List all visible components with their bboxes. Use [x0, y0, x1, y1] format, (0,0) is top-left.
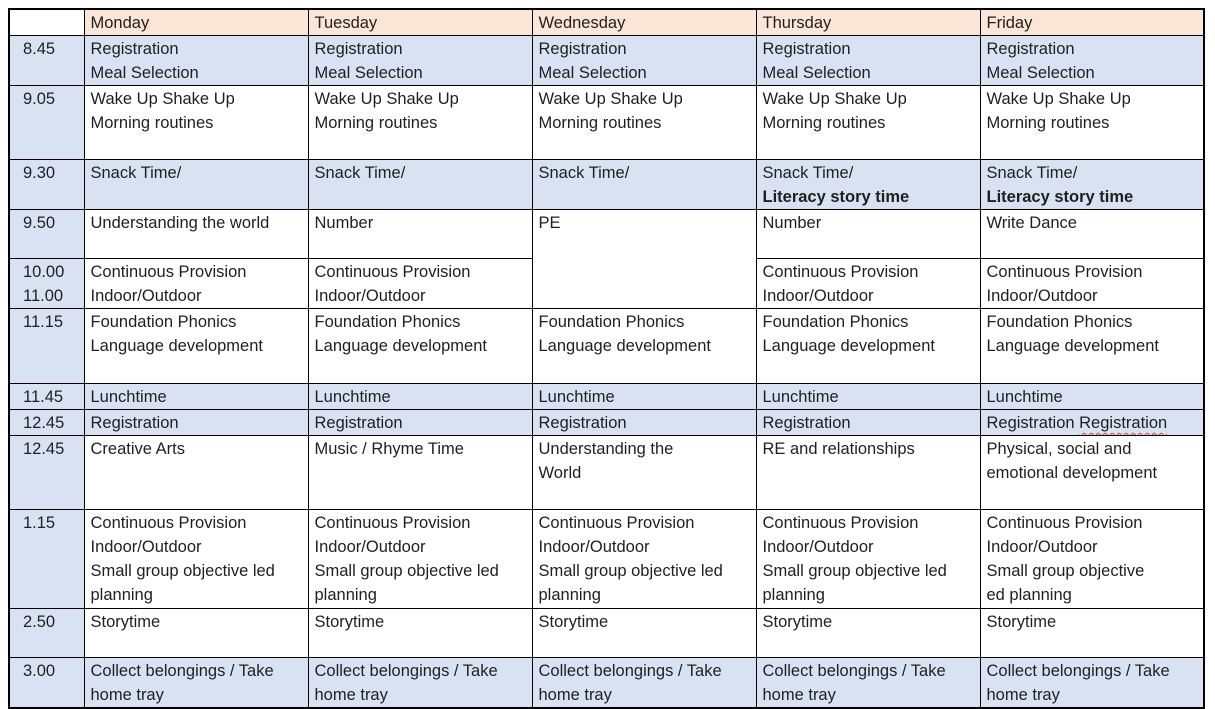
day-header-thursday[interactable]: Thursday	[756, 9, 980, 36]
cell-text-line: Creative Arts	[90, 440, 185, 458]
cell-text-line: Meal Selection	[314, 64, 423, 82]
cell-text-line: Write Dance	[986, 214, 1077, 232]
cell-text-line: Language development	[762, 337, 935, 355]
time-cell[interactable]	[9, 436, 84, 510]
timetable-cell[interactable]	[980, 36, 1204, 86]
cell-text-line: Collect belongings / Take	[538, 662, 722, 680]
cell-text-line: Storytime	[986, 613, 1057, 631]
cell-text-line: Registration	[314, 414, 403, 432]
cell-text-line: 12.45	[23, 440, 65, 458]
timetable-cell[interactable]	[308, 160, 532, 210]
cell-text-line: PE	[538, 214, 561, 232]
cell-text-line: Indoor/Outdoor	[762, 538, 874, 556]
timetable-cell[interactable]	[756, 36, 980, 86]
cell-text-line: Meal Selection	[90, 64, 199, 82]
timetable-cell[interactable]	[532, 210, 756, 309]
timetable-cell[interactable]	[308, 259, 532, 309]
timetable-cell[interactable]	[532, 36, 756, 86]
cell-text-line: Small group objective led	[762, 562, 947, 580]
timetable-row	[9, 510, 1204, 609]
timetable-cell[interactable]	[308, 86, 532, 160]
timetable-cell[interactable]	[980, 384, 1204, 410]
cell-text-line: Morning routines	[538, 114, 662, 132]
cell-text-line: Lunchtime	[986, 388, 1063, 406]
cell-text-line: Language development	[538, 337, 711, 355]
cell-text-line: Registration	[762, 414, 851, 432]
cell-text-line: Morning routines	[762, 114, 886, 132]
cell-text-line: Foundation Phonics	[538, 313, 685, 331]
cell-text-line: planning	[762, 586, 825, 604]
cell-text-line: Wake Up Shake Up	[538, 90, 683, 108]
timetable-cell[interactable]	[980, 436, 1204, 510]
cell-text-line: Morning routines	[986, 114, 1110, 132]
cell-text-line: Continuous Provision	[986, 514, 1143, 532]
cell-text-line: Meal Selection	[538, 64, 647, 82]
cell-text-line: Indoor/Outdoor	[314, 538, 426, 556]
cell-text-line: emotional development	[986, 464, 1158, 482]
cell-text-line: Language development	[314, 337, 487, 355]
cell-text-line: Collect belongings / Take	[90, 662, 274, 680]
cell-text-line: Storytime	[314, 613, 385, 631]
cell-text-line: Meal Selection	[986, 64, 1095, 82]
timetable-cell[interactable]	[532, 658, 756, 709]
timetable-row	[9, 160, 1204, 210]
cell-text-line: Lunchtime	[538, 388, 615, 406]
timetable-cell[interactable]	[84, 658, 308, 709]
timetable-cell[interactable]	[84, 86, 308, 160]
timetable-cell[interactable]	[308, 384, 532, 410]
cell-text-line: Foundation Phonics	[762, 313, 909, 331]
timetable-cell[interactable]	[308, 609, 532, 658]
timetable-cell[interactable]	[980, 86, 1204, 160]
cell-text-line	[987, 411, 1200, 435]
timetable-cell[interactable]	[980, 160, 1204, 210]
cell-text-line: Storytime	[762, 613, 833, 631]
timetable-cell[interactable]	[308, 210, 532, 259]
cell-text-line	[763, 185, 976, 209]
cell-text-segment: Registration	[986, 414, 1080, 432]
cell-text-line: Snack Time/	[538, 164, 630, 182]
cell-text-line: Number	[762, 214, 822, 232]
timetable-cell[interactable]	[756, 609, 980, 658]
header-row	[9, 9, 1204, 36]
cell-text-line: Registration	[90, 414, 179, 432]
cell-text-line: Morning routines	[90, 114, 214, 132]
timetable-row	[9, 384, 1204, 410]
cell-text-line: Morning routines	[314, 114, 438, 132]
cell-text-line: ed planning	[986, 586, 1072, 604]
timetable-cell[interactable]	[980, 510, 1204, 609]
timetable-cell[interactable]	[756, 510, 980, 609]
cell-text-line: Continuous Provision	[986, 263, 1143, 281]
timetable-cell[interactable]	[308, 658, 532, 709]
cell-text-line: planning	[314, 586, 377, 604]
cell-text-line: Snack Time/	[762, 164, 854, 182]
cell-text-line: home tray	[538, 686, 612, 704]
timetable-row	[9, 36, 1204, 86]
timetable-cell[interactable]	[980, 309, 1204, 384]
timetable-cell[interactable]	[532, 309, 756, 384]
timetable-cell[interactable]	[532, 410, 756, 436]
cell-text-line: 10.00	[23, 263, 65, 281]
cell-text-line: Music / Rhyme Time	[314, 440, 464, 458]
time-cell[interactable]	[9, 160, 84, 210]
cell-text-line: RE and relationships	[762, 440, 915, 458]
timetable-cell[interactable]	[980, 609, 1204, 658]
time-cell[interactable]	[9, 510, 84, 609]
day-header-tuesday[interactable]: Tuesday	[308, 9, 532, 36]
timetable-row	[9, 210, 1204, 259]
timetable-cell[interactable]	[84, 410, 308, 436]
cell-text-line: Lunchtime	[762, 388, 839, 406]
time-cell[interactable]	[9, 86, 84, 160]
timetable-cell[interactable]	[308, 510, 532, 609]
timetable-cell[interactable]	[756, 436, 980, 510]
time-cell[interactable]	[9, 384, 84, 410]
cell-text-line: 2.50	[23, 613, 56, 631]
cell-text-line: home tray	[986, 686, 1060, 704]
cell-text-line: Wake Up Shake Up	[762, 90, 907, 108]
time-cell[interactable]	[9, 658, 84, 709]
cell-text-line: Snack Time/	[986, 164, 1078, 182]
cell-text-line: Indoor/Outdoor	[90, 287, 202, 305]
cell-text-line: 9.50	[23, 214, 56, 232]
cell-text-line: Continuous Provision	[762, 514, 919, 532]
timetable-cell[interactable]	[980, 259, 1204, 309]
cell-text-line: Number	[314, 214, 374, 232]
timetable-row	[9, 309, 1204, 384]
cell-text-line: 8.45	[23, 40, 56, 58]
cell-text-line: 9.05	[23, 90, 56, 108]
cell-text-line: Continuous Provision	[90, 514, 247, 532]
cell-text-line: Foundation Phonics	[90, 313, 237, 331]
timetable-cell[interactable]	[84, 36, 308, 86]
cell-text-line: Understanding the world	[90, 214, 270, 232]
timetable-cell[interactable]	[532, 384, 756, 410]
day-header-wednesday[interactable]: Wednesday	[532, 9, 756, 36]
timetable-cell[interactable]	[532, 160, 756, 210]
cell-text-line: Lunchtime	[90, 388, 167, 406]
corner-cell[interactable]	[9, 9, 84, 36]
timetable-cell[interactable]	[756, 86, 980, 160]
timetable-cell[interactable]	[756, 160, 980, 210]
cell-text-line: Collect belongings / Take	[986, 662, 1170, 680]
cell-text-line: Storytime	[538, 613, 609, 631]
cell-text-line: Lunchtime	[314, 388, 391, 406]
cell-text-line: Language development	[90, 337, 263, 355]
cell-text-line: Registration	[986, 40, 1075, 58]
cell-text-line: Indoor/Outdoor	[314, 287, 426, 305]
time-cell[interactable]	[9, 36, 84, 86]
timetable-cell[interactable]	[308, 410, 532, 436]
cell-text-line: Meal Selection	[762, 64, 871, 82]
cell-text-line: Wake Up Shake Up	[90, 90, 235, 108]
cell-text-line: Indoor/Outdoor	[90, 538, 202, 556]
timetable-cell[interactable]	[84, 510, 308, 609]
cell-text-line: Registration	[538, 40, 627, 58]
spellcheck-flagged-text: Registration	[1079, 414, 1168, 432]
cell-text-line: Language development	[986, 337, 1159, 355]
cell-text-line: 11.15	[23, 313, 64, 331]
cell-text-line: World	[538, 464, 582, 482]
cell-text-line: Continuous Provision	[314, 514, 471, 532]
cell-text-line: Snack Time/	[90, 164, 182, 182]
time-cell[interactable]	[9, 210, 84, 259]
cell-text-line: home tray	[90, 686, 164, 704]
cell-text-line: Indoor/Outdoor	[762, 287, 874, 305]
timetable-cell[interactable]	[756, 410, 980, 436]
time-cell[interactable]	[9, 259, 84, 309]
cell-text-segment: Literacy story time	[762, 188, 910, 206]
cell-text-line: 3.00	[23, 662, 56, 680]
timetable-cell[interactable]	[84, 160, 308, 210]
cell-text-line	[987, 185, 1200, 209]
cell-text-line: Foundation Phonics	[986, 313, 1133, 331]
cell-text-line: planning	[90, 586, 153, 604]
timetable-cell[interactable]	[980, 210, 1204, 259]
cell-text-line: Physical, social and	[986, 440, 1132, 458]
cell-text-line: 9.30	[23, 164, 56, 182]
cell-text-line: Understanding the	[538, 440, 674, 458]
timetable-cell[interactable]	[756, 384, 980, 410]
cell-text-line: 11.00	[23, 287, 64, 305]
timetable-cell[interactable]	[84, 309, 308, 384]
timetable-cell[interactable]	[84, 436, 308, 510]
cell-text-line: Registration	[314, 40, 403, 58]
cell-text-line: home tray	[762, 686, 836, 704]
timetable-row	[9, 436, 1204, 510]
cell-text-line: planning	[538, 586, 601, 604]
cell-text-segment: Literacy story time	[986, 188, 1134, 206]
cell-text-line: Continuous Provision	[314, 263, 471, 281]
timetable-cell[interactable]	[308, 36, 532, 86]
cell-text-line: Continuous Provision	[90, 263, 247, 281]
timetable-cell[interactable]	[980, 410, 1204, 436]
cell-text-line: 12.45	[23, 414, 65, 432]
cell-text-line: Small group objective led	[314, 562, 499, 580]
cell-text-line: Continuous Provision	[762, 263, 919, 281]
timetable-cell[interactable]	[532, 510, 756, 609]
timetable-cell[interactable]	[756, 658, 980, 709]
timetable-cell[interactable]	[532, 609, 756, 658]
day-header-monday[interactable]: Monday	[84, 9, 308, 36]
cell-text-line: Collect belongings / Take	[762, 662, 946, 680]
cell-text-line: Continuous Provision	[538, 514, 695, 532]
timetable-cell[interactable]	[532, 436, 756, 510]
cell-text-line: Collect belongings / Take	[314, 662, 498, 680]
cell-text-line: Indoor/Outdoor	[538, 538, 650, 556]
cell-text-line: Indoor/Outdoor	[986, 538, 1098, 556]
cell-text-line: Wake Up Shake Up	[986, 90, 1131, 108]
timetable-cell[interactable]	[980, 658, 1204, 709]
cell-text-line: Storytime	[90, 613, 161, 631]
cell-text-line: 11.45	[23, 388, 64, 406]
weekly-timetable	[8, 8, 1205, 709]
timetable-cell[interactable]	[756, 259, 980, 309]
timetable-cell[interactable]	[84, 384, 308, 410]
time-cell[interactable]	[9, 410, 84, 436]
cell-text-line: Snack Time/	[314, 164, 406, 182]
timetable-cell[interactable]	[84, 609, 308, 658]
timetable-row	[9, 410, 1204, 436]
timetable-row	[9, 658, 1204, 709]
timetable-cell[interactable]	[308, 436, 532, 510]
cell-text-line: Registration	[762, 40, 851, 58]
cell-text-line: Indoor/Outdoor	[986, 287, 1098, 305]
time-cell[interactable]	[9, 309, 84, 384]
time-cell[interactable]	[9, 609, 84, 658]
cell-text-line: Small group objective led	[90, 562, 275, 580]
timetable-cell[interactable]	[756, 210, 980, 259]
timetable-cell[interactable]	[308, 309, 532, 384]
timetable-cell[interactable]	[756, 309, 980, 384]
day-header-friday[interactable]: Friday	[980, 9, 1204, 36]
timetable-cell[interactable]	[532, 86, 756, 160]
cell-text-line: 1.15	[23, 514, 56, 532]
cell-text-line: Small group objective led	[538, 562, 723, 580]
cell-text-line: Small group objective	[986, 562, 1145, 580]
cell-text-line: Foundation Phonics	[314, 313, 461, 331]
cell-text-line: Wake Up Shake Up	[314, 90, 459, 108]
timetable-row	[9, 86, 1204, 160]
timetable-cell[interactable]	[84, 210, 308, 259]
timetable-row	[9, 609, 1204, 658]
cell-text-line: home tray	[314, 686, 388, 704]
cell-text-line: Registration	[538, 414, 627, 432]
timetable-cell[interactable]	[84, 259, 308, 309]
cell-text-line: Registration	[90, 40, 179, 58]
